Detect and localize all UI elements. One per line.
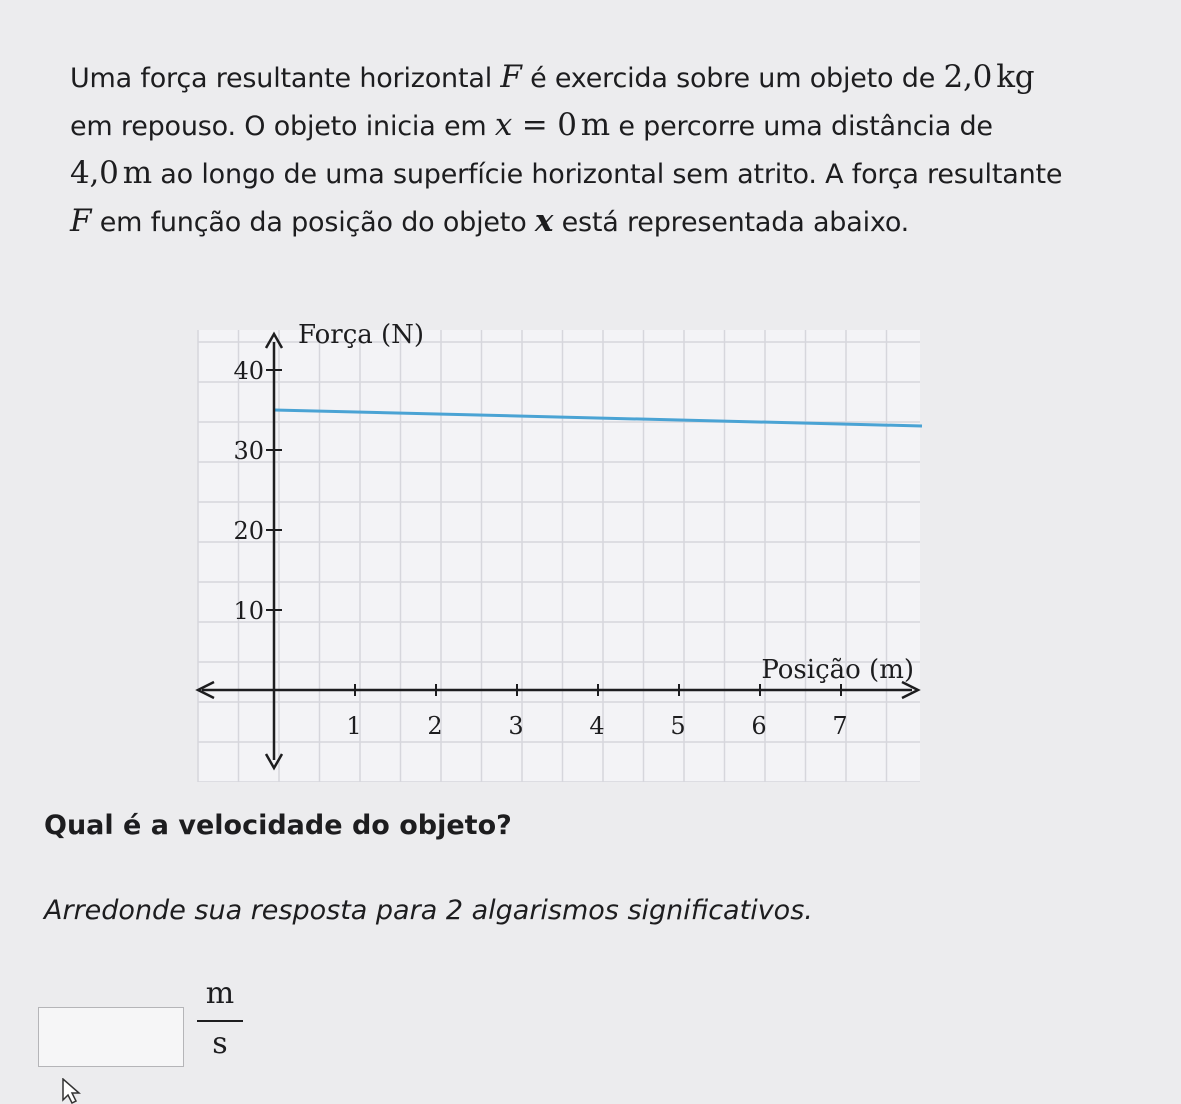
problem-text: em função da posição do objeto: [91, 207, 535, 238]
problem-statement: [70, 54, 1130, 246]
x-tick-label: 5: [670, 712, 686, 740]
force-symbol: F: [70, 203, 92, 239]
force-position-graph: [190, 312, 930, 782]
problem-text: e percorre uma distância de: [609, 111, 993, 142]
problem-text: em repouso. O objeto inicia em: [70, 111, 495, 142]
x-tick-label: 3: [508, 712, 524, 740]
plot-background: [198, 330, 920, 782]
problem-text: está representada abaixo.: [553, 207, 910, 238]
y-tick-label: 20: [233, 517, 264, 545]
problem-text: Uma força resultante horizontal: [70, 63, 501, 94]
position-symbol: x: [534, 203, 554, 239]
rounding-instruction: Arredonde sua resposta para 2 algarismos significativos.: [44, 895, 813, 926]
position-symbol: x: [494, 107, 513, 143]
answer-unit: [197, 976, 243, 1066]
x-axis-label: Posição (m): [761, 655, 914, 685]
y-tick-label: 10: [233, 597, 264, 625]
initial-position-value: = 0: [512, 107, 577, 143]
distance-value: 4,0: [70, 155, 119, 191]
x-tick-label: 6: [751, 712, 767, 740]
answer-input[interactable]: [38, 1007, 184, 1067]
problem-text: é exercida sobre um objeto de: [521, 63, 944, 94]
problem-text: ao longo de uma superfície horizontal sem atrito. A força resultante: [151, 159, 1063, 190]
y-tick-label: 40: [233, 357, 264, 385]
position-unit: m: [580, 107, 610, 143]
x-tick-label: 1: [346, 712, 362, 740]
fraction-bar: [197, 1020, 243, 1022]
x-tick-label: 7: [832, 712, 848, 740]
question-text: Qual é a velocidade do objeto?: [44, 810, 512, 841]
y-axis-label: Força (N): [298, 320, 425, 350]
unit-denominator: s: [212, 1026, 228, 1061]
mass-value: 2,0: [943, 59, 993, 95]
x-tick-label: 2: [427, 712, 443, 740]
unit-numerator: m: [205, 976, 235, 1011]
force-symbol: F: [500, 59, 522, 95]
x-tick-label: 4: [589, 712, 605, 740]
distance-unit: m: [122, 155, 152, 191]
mouse-cursor-icon: [62, 1078, 88, 1104]
y-tick-label: 30: [233, 437, 264, 465]
mass-unit: kg: [996, 59, 1035, 95]
